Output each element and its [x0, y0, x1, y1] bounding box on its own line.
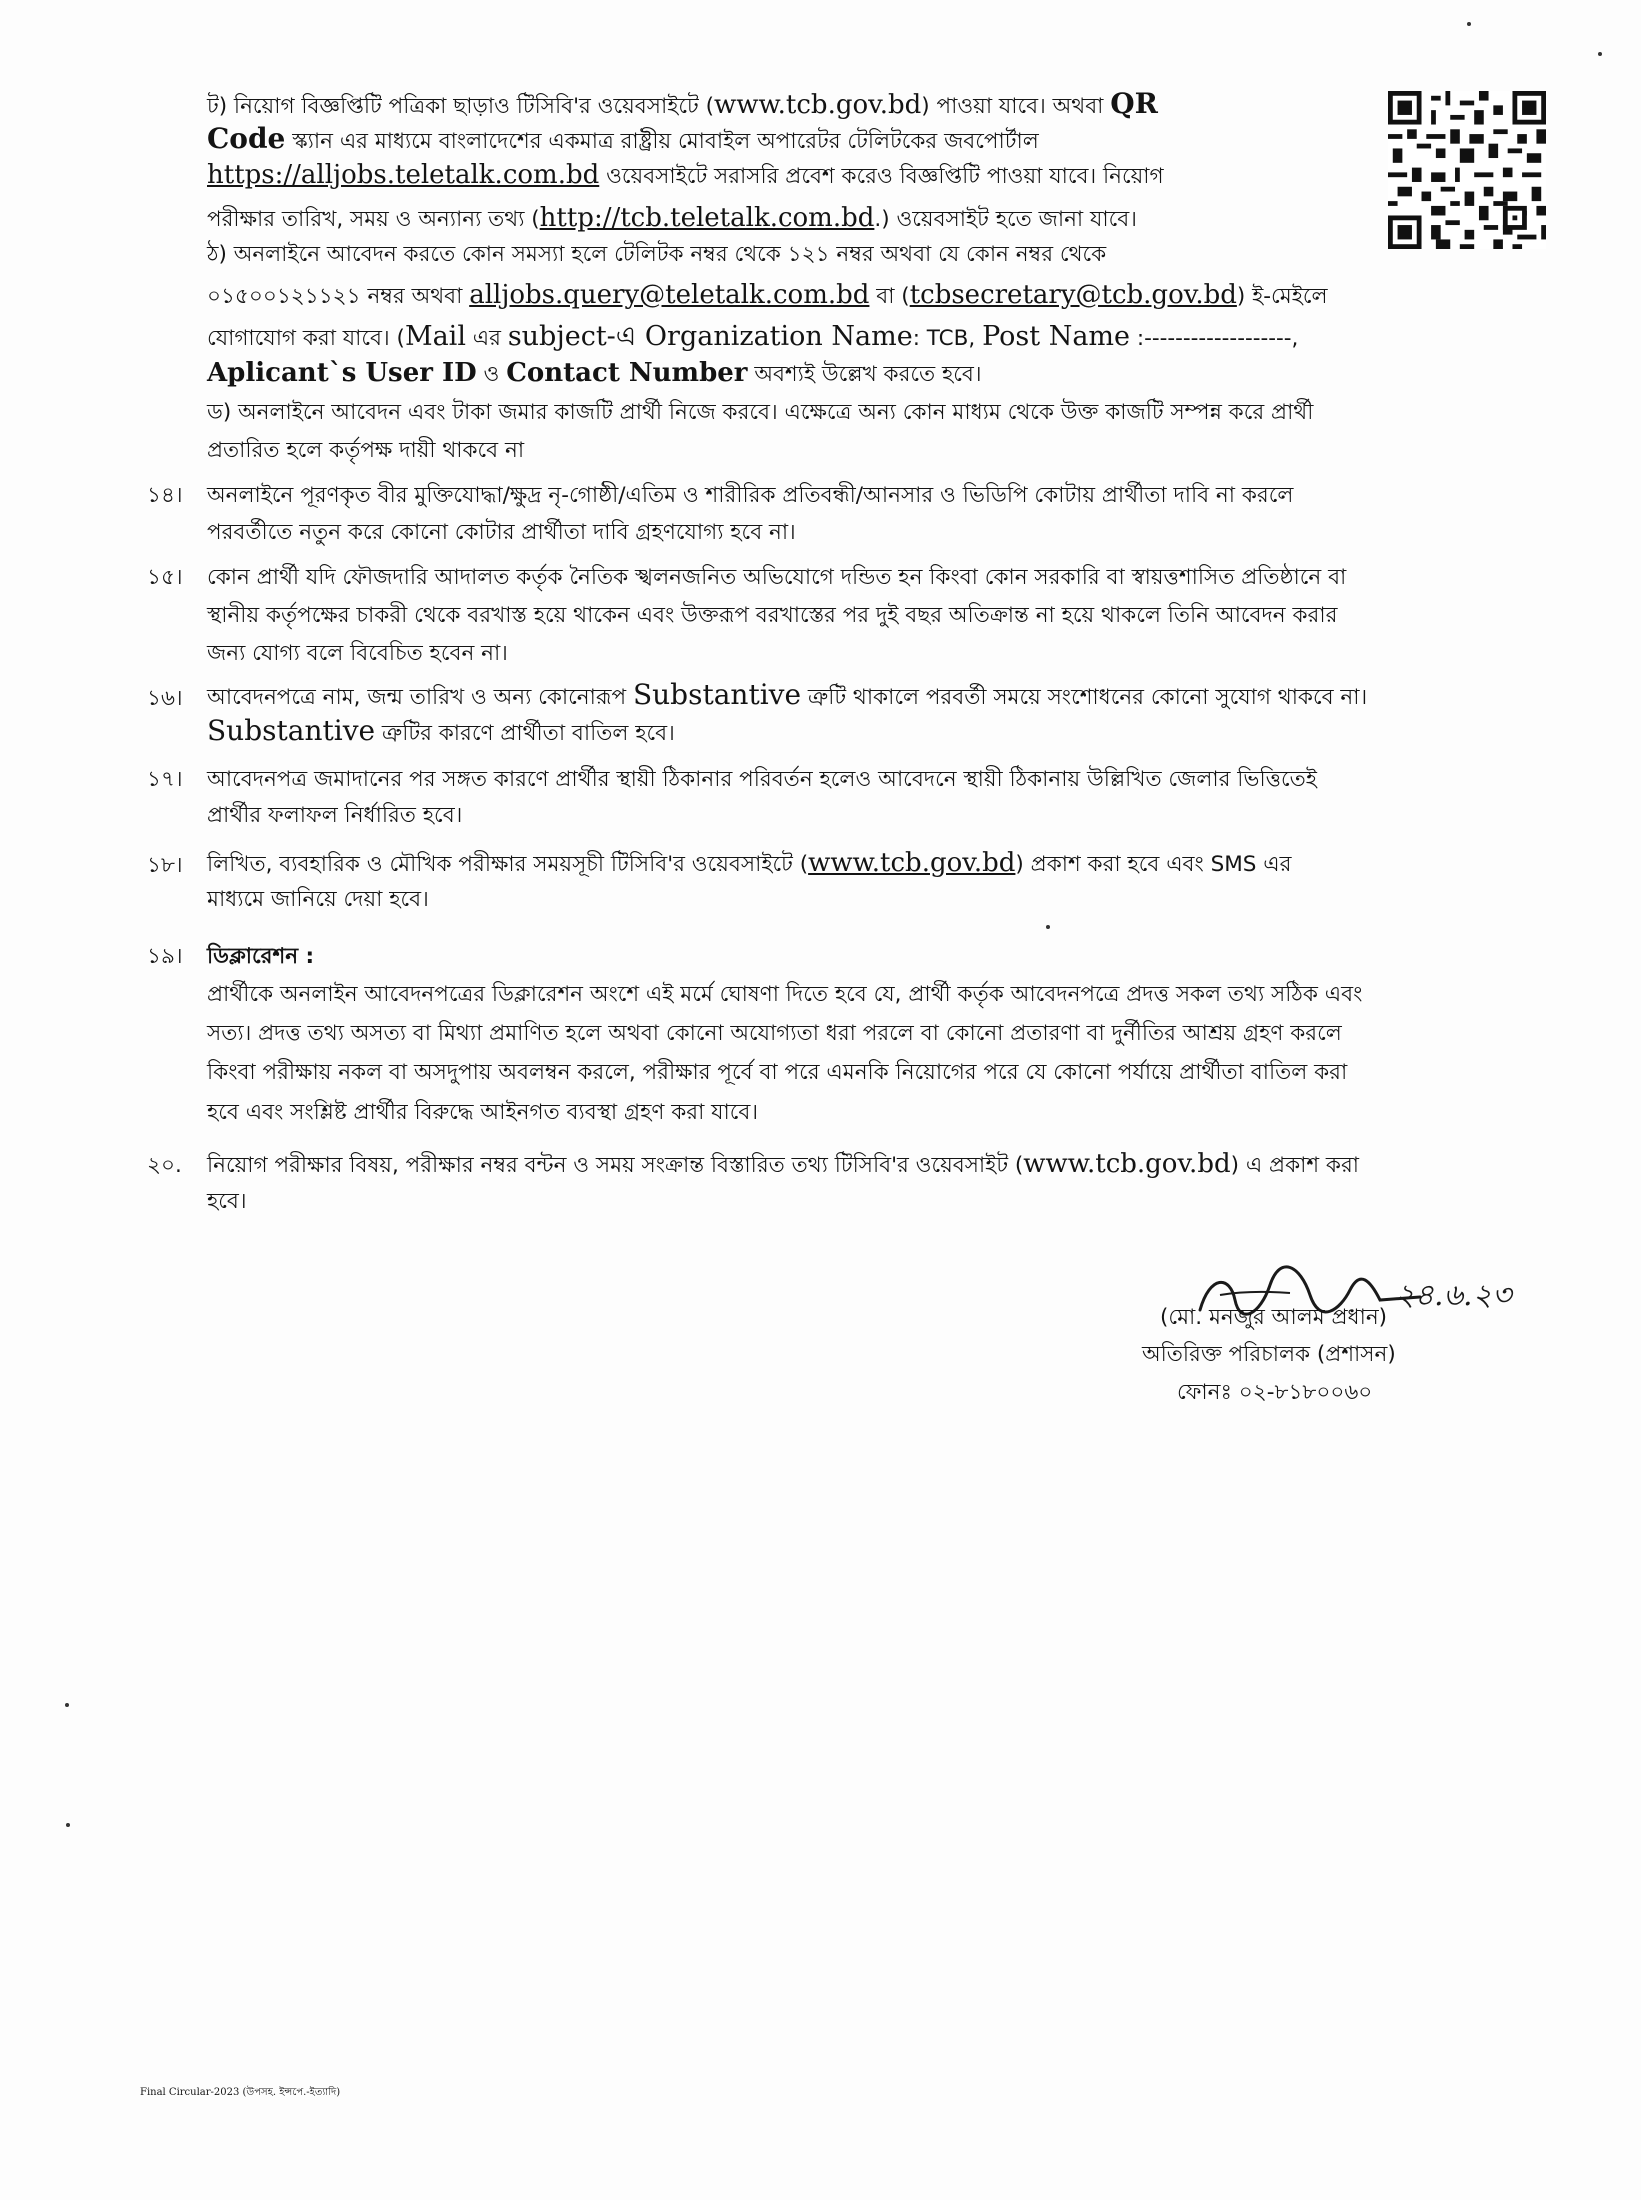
text: : TCB,	[912, 326, 983, 351]
item-19-line-3: কিংবা পরীক্ষায় নকল বা অসদুপায় অবলম্বন করলে, পরীক্ষার পূর্বে বা পরে এমনকি নিয়োগের পরে যে কোনো পর্যায়ে প্রার্থীতা বাতিল করা	[207, 1060, 1348, 1085]
text: পরীক্ষার তারিখ, সময় ও অন্যান্য তথ্য (	[207, 207, 540, 232]
text: :-------------------,	[1130, 326, 1299, 351]
text: ) এ প্রকাশ করা	[1230, 1153, 1360, 1178]
item-15-line-3: জন্য যোগ্য বলে বিবেচিত হবেন না।	[207, 641, 508, 666]
text: ) প্রকাশ করা হবে এবং SMS এর	[1015, 852, 1292, 877]
signatory-phone: ফোনঃ ০২-৮১৮০০৬০	[1177, 1380, 1373, 1405]
item-14-line-2: পরবর্তীতে নতুন করে কোনো কোটার প্রার্থীতা দাবি গ্রহণযোগ্য হবে না।	[207, 520, 796, 545]
item-tha-line-2	[207, 124, 1039, 157]
text: ট) নিয়োগ বিজ্ঞপ্তিটি পত্রিকা ছাড়াও টিসিবি'র ওয়েবসাইটে (	[207, 94, 714, 119]
text: Aplicant`s User ID	[207, 358, 477, 388]
text: আবেদনপত্রে নাম, জন্ম তারিখ ও অন্য কোনোরূপ	[207, 685, 633, 710]
item-number: ১৮।	[147, 853, 183, 878]
item-number: ১৫।	[147, 565, 183, 590]
qr-word: QR	[1110, 87, 1158, 120]
item-dda-line-2: প্রতারিত হলে কর্তৃপক্ষ দায়ী থাকবে না	[207, 438, 525, 463]
text: এর	[465, 326, 508, 351]
item-15-line-1: কোন প্রার্থী যদি ফৌজদারি আদালত কর্তৃক নৈতিক স্খলনজনিত অভিযোগে দন্ডিত হন কিংবা কোন সরকারি বা স্বায়ত্তশাসিত প্রতিষ্ঠানে বা	[207, 565, 1347, 590]
qr-code-icon[interactable]	[1385, 91, 1549, 249]
code-word: Code	[207, 122, 286, 155]
text: Mail	[404, 321, 466, 352]
text: নিয়োগ পরীক্ষার বিষয়, পরীক্ষার নম্বর বন্টন ও সময় সংক্রান্ত বিস্তারিত তথ্য টিসিবি'র ওয়েবসাইট (	[207, 1153, 1024, 1178]
text: .) ওয়েবসাইট হতে জানা যাবে।	[874, 207, 1137, 232]
item-tha-line-4	[207, 203, 1137, 235]
item-19-line-2: সত্য। প্রদত্ত তথ্য অসত্য বা মিথ্যা প্রমাণিত হলে অথবা কোনো অযোগ্যতা ধরা পরলে বা কোনো প্রতারণা বা দুর্নীতির আশ্রয় গ্রহণ করলে	[207, 1021, 1342, 1046]
text: ত্রুটি থাকালে পরবর্তী সময়ে সংশোধনের কোনো সুযোগ থাকবে না।	[801, 685, 1368, 710]
item-tha-line-1	[207, 89, 1357, 122]
scan-mark	[1467, 22, 1471, 26]
item-19-line-4: হবে এবং সংশ্লিষ্ট প্রার্থীর বিরুদ্ধে আইনগত ব্যবস্থা গ্রহণ করা যাবে।	[207, 1100, 759, 1125]
text: Substantive	[632, 678, 802, 711]
item-18-line-1	[207, 848, 1291, 880]
item-thha-line-1: ঠ) অনলাইনে আবেদন করতে কোন সমস্যা হলে টেলিটক নম্বর থেকে ১২১ নম্বর অথবা যে কোন নম্বর থেকে	[207, 242, 1107, 267]
alljobs-link[interactable]: https://alljobs.teletalk.com.bd	[207, 160, 600, 190]
text: অবশ্যই উল্লেখ করতে হবে।	[747, 362, 982, 387]
tcbsecretary-email[interactable]: tcbsecretary@tcb.gov.bd	[909, 280, 1237, 310]
item-number: ১৪।	[147, 483, 183, 508]
signature-date: ২৪.৬.২৩	[1395, 1278, 1512, 1313]
text: ও	[476, 362, 507, 387]
item-16-line-2	[207, 716, 675, 749]
item-thha-line-4	[207, 358, 982, 390]
text: Substantive	[207, 714, 376, 747]
item-17-line-2: প্রার্থীর ফলাফল নির্ধারিত হবে।	[207, 803, 463, 828]
item-14-line-1: অনলাইনে পূরণকৃত বীর মুক্তিযোদ্ধা/ক্ষুদ্র নৃ-গোষ্ঠী/এতিম ও শারীরিক প্রতিবন্ধী/আনসার ও ভিডিপি কোটায় প্রার্থীতা দাবি না করলে	[207, 483, 1294, 508]
item-20-line-2: হবে।	[207, 1189, 247, 1214]
item-number: ২০.	[147, 1153, 182, 1178]
item-20-line-1	[207, 1149, 1359, 1181]
item-thha-line-3	[207, 322, 1298, 354]
item-18-line-2: মাধ্যমে জানিয়ে দেয়া হবে।	[207, 887, 429, 912]
signatory-name: (মো. মনজুর আলম প্রধান)	[1160, 1305, 1388, 1330]
text: লিখিত, ব্যবহারিক ও মৌখিক পরীক্ষার সময়সূচী টিসিবি'র ওয়েবসাইটে (	[207, 852, 809, 877]
item-19-line-1: প্রার্থীকে অনলাইন আবেদনপত্রের ডিক্লারেশন অংশে এই মর্মে ঘোষণা দিতে হবে যে, প্রার্থী কর্তৃক আবেদনপত্রে প্রদত্ত সকল তথ্য সঠিক এবং	[207, 982, 1363, 1007]
text: ০১৫০০১২১১২১ নম্বর অথবা	[207, 284, 470, 309]
footer-note: Final Circular-2023 (উপসহ. ইন্সপে.-ইত্যাদি)	[140, 2087, 341, 2098]
tcb-website-link[interactable]: www.tcb.gov.bd	[1023, 1149, 1231, 1179]
scan-mark	[66, 1823, 70, 1827]
item-number: ১৬।	[147, 686, 183, 711]
item-number: ১৭।	[147, 767, 183, 792]
scan-mark	[1046, 925, 1050, 929]
item-15-line-2: স্থানীয় কর্তৃপক্ষের চাকরী থেকে বরখাস্ত হয়ে থাকেন এবং উক্তরূপ বরখাস্তের পর দুই বছর অতিক্রান্ত না হয়ে থাকলে তিনি আবেদন করার	[207, 603, 1338, 628]
text: ত্রুটির কারণে প্রার্থীতা বাতিল হবে।	[375, 721, 675, 746]
signatory-designation: অতিরিক্ত পরিচালক (প্রশাসন)	[1142, 1342, 1396, 1367]
item-number: ১৯।	[147, 944, 183, 969]
item-thha-line-2	[207, 280, 1328, 312]
text: বা (	[869, 284, 910, 309]
text: ) পাওয়া যাবে। অথবা	[921, 94, 1104, 119]
tcb-website-link[interactable]: www.tcb.gov.bd	[713, 90, 922, 120]
scan-mark	[65, 1703, 69, 1707]
tcb-website-link[interactable]: www.tcb.gov.bd	[808, 848, 1016, 878]
tcb-teletalk-link[interactable]: http://tcb.teletalk.com.bd	[539, 203, 875, 233]
item-tha-line-3	[207, 160, 1164, 192]
item-16-line-1	[207, 680, 1367, 713]
declaration-heading: ডিক্লারেশন :	[207, 944, 315, 969]
text: ওয়েবসাইটে সরাসরি প্রবেশ করেও বিজ্ঞপ্তিটি পাওয়া যাবে। নিয়োগ	[599, 164, 1164, 189]
item-dda-line-1: ড) অনলাইনে আবেদন এবং টাকা জমার কাজটি প্রার্থী নিজে করবে। এক্ষেত্রে অন্য কোন মাধ্যম থেকে উক্ত কাজটি সম্পন্ন করে প্রার্থী	[207, 400, 1314, 425]
item-17-line-1: আবেদনপত্র জমাদানের পর সঙ্গত কারণে প্রার্থীর স্থায়ী ঠিকানার পরিবর্তন হলেও আবেদনে স্থায়ী ঠিকানায় উল্লিখিত জেলার ভিত্তিতেই	[207, 767, 1317, 792]
text: Post Name	[982, 321, 1131, 352]
scan-mark	[1598, 52, 1602, 56]
text: Contact Number	[506, 358, 748, 388]
text: স্ক্যান এর মাধ্যমে বাংলাদেশের একমাত্র রাষ্ট্রীয় মোবাইল অপারেটর টেলিটকের জবপোর্টাল	[285, 129, 1039, 154]
text: subject-এ Organization Name	[507, 321, 913, 352]
alljobs-query-email[interactable]: alljobs.query@teletalk.com.bd	[469, 280, 870, 310]
text: ) ই-মেইলে	[1236, 284, 1328, 309]
text: যোগাযোগ করা যাবে। (	[207, 326, 405, 351]
